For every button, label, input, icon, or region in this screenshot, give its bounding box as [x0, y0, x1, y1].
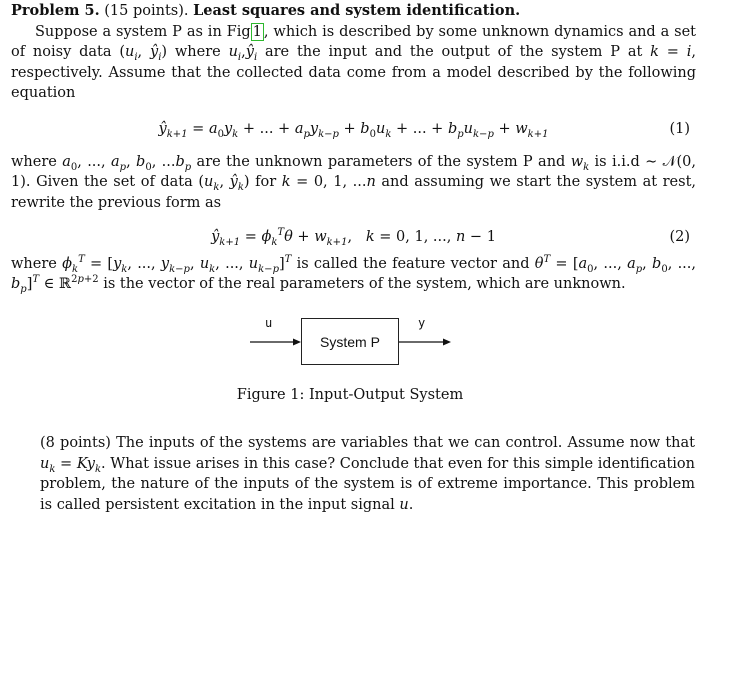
problem-title: Least squares and system identification. [193, 2, 521, 19]
figure-caption: Figure 1: Input-Output System [236, 387, 464, 403]
problem-page [11, 0, 696, 294]
figure-reference-link[interactable]: 1 [252, 23, 262, 40]
output-arrow-head [443, 339, 451, 346]
parameters-paragraph: where $a_0$, ..., $a_p$, $b_0$, $...b_p$ are the unknown parameters of the system P and $w_k$ is i.i.d ∼ 𝒩(0, 1). Given the set of data ($u_k$, $ŷ_k$) for k = 0, 1, ...n and assuming we start the system at rest, rewrite the previous form as [11, 153, 697, 211]
equation-1 [11, 118, 696, 140]
intro-paragraph: Suppose a system P as in Fig 1 , which is described by some unknown dynamics and a set of noisy data ($u_i$, $ŷ_i$) where $u_i,ŷ_i$ are the input and the output of the system P at k = i, respectively. Assume that the collected data come from a model described by the following equation [11, 23, 697, 101]
input-arrow-head [293, 339, 301, 346]
equation-2-body: $ŷ_{k+1} = \phi_k^T\theta + w_{k+1}$, k = 0, 1, ..., n − 1 [211, 227, 496, 248]
input-output-diagram [0, 310, 731, 358]
equation-2 [11, 226, 696, 248]
system-box-label: System P [320, 333, 380, 350]
problem-heading [11, 1, 696, 22]
input-label: u [265, 316, 273, 330]
equation-2-number: (2) [669, 229, 690, 245]
part-question-paragraph: (8 points) The inputs of the systems are variables that we can control. Assume now that $u_k = Ky_k$. What issue arises in this case? Conclude that even for this simple identification problem, the nature of the inputs of the system is of extreme importance. This problem is called persistent excitation in the input signal u. [40, 435, 695, 513]
equation-1-number: (1) [669, 120, 690, 137]
system-box [301, 318, 399, 365]
output-label: y [418, 316, 426, 330]
problem-points: (15 points). [104, 3, 189, 19]
feature-vector-paragraph: where $\phi_k^T = [y_k$, ..., $y_{k-p}$, $u_k$, ..., $u_{k-p}]^T$ is called the feature vector and $\theta^T = [a_0$, ..., $a_p$, $b_0$, ..., $b_p]^T$ ∈ ℝ$^{2p+2}$ is the vector of the real parameters of the system, which are unknown. [11, 254, 697, 295]
equation-1-body: $ŷ_{k+1} = a_0y_k$ + ... + $a_py_{k-p} + b_0u_k$ + ... + $b_pu_{k-p} + w_{k+1}$ [158, 120, 549, 140]
problem-number: Problem 5. [11, 2, 100, 19]
